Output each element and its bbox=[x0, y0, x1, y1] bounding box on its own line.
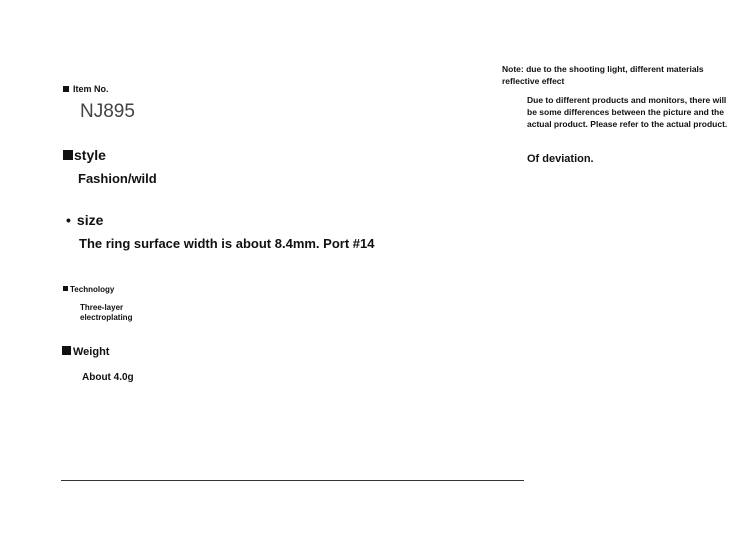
square-bullet-icon bbox=[62, 346, 71, 355]
technology-value: Three-layer electroplating bbox=[80, 303, 133, 322]
style-heading bbox=[63, 147, 106, 163]
technology-label: Technology bbox=[70, 285, 115, 294]
note-heading: Note: due to the shooting light, different materials reflective effect bbox=[502, 64, 704, 86]
square-bullet-icon bbox=[63, 150, 73, 160]
square-bullet-icon bbox=[63, 286, 68, 291]
weight-heading bbox=[62, 346, 109, 358]
technology-heading bbox=[63, 285, 114, 294]
size-label: size bbox=[76, 212, 104, 228]
dot-bullet-icon: • bbox=[66, 212, 71, 228]
style-value: Fashion/wild bbox=[78, 171, 157, 186]
size-value: The ring surface width is about 8.4mm. Port #14 bbox=[79, 236, 375, 251]
weight-value: About 4.0g bbox=[82, 372, 134, 383]
note-body: Due to different products and monitors, there will be some differences between the picture and the actual product. Please refer to the actual product. bbox=[527, 95, 728, 129]
item-number-label: Item No. bbox=[73, 84, 109, 94]
item-number-heading bbox=[63, 84, 109, 94]
item-number-value: NJ895 bbox=[80, 101, 135, 122]
style-label: style bbox=[74, 147, 106, 163]
square-bullet-icon bbox=[63, 86, 69, 92]
note-deviation: Of deviation. bbox=[527, 153, 594, 165]
size-heading bbox=[66, 212, 103, 228]
weight-label: Weight bbox=[73, 346, 110, 358]
divider-line bbox=[61, 480, 524, 481]
